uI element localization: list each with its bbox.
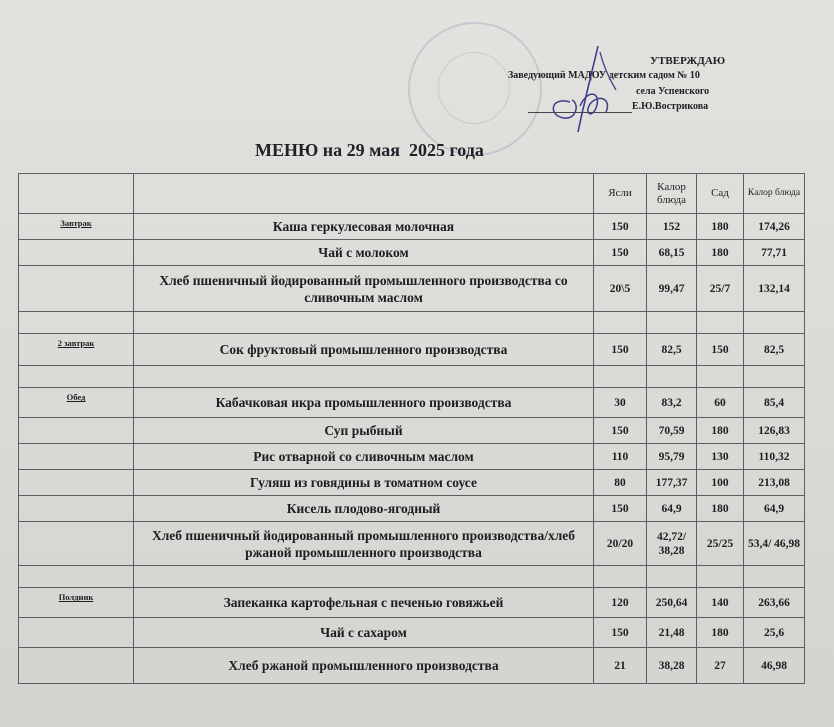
yasli-calories-cell	[647, 366, 697, 388]
sad-calories-cell: 126,83	[744, 418, 805, 444]
yasli-calories-cell: 68,15	[647, 240, 697, 266]
meal-cell	[19, 618, 134, 648]
yasli-portion-cell: 80	[594, 470, 647, 496]
dish-cell: Запеканка картофельная с печенью говяжьей	[134, 588, 594, 618]
sad-portion-cell: 150	[697, 334, 744, 366]
sad-portion-cell: 180	[697, 240, 744, 266]
sad-portion-cell: 180	[697, 496, 744, 522]
sad-calories-cell: 53,4/ 46,98	[744, 522, 805, 566]
table-row	[19, 388, 805, 418]
yasli-portion-cell	[594, 566, 647, 588]
dish-cell: Хлеб пшеничный йодированный промышленного производства/хлеб ржаной промышленного производства	[134, 522, 594, 566]
sad-portion-cell	[697, 566, 744, 588]
yasli-portion-cell: 150	[594, 496, 647, 522]
yasli-calories-cell: 177,37	[647, 470, 697, 496]
table-row	[19, 496, 805, 522]
yasli-calories-cell: 83,2	[647, 388, 697, 418]
header-calories-yasli: Калор блюда	[647, 174, 697, 214]
meal-cell	[19, 444, 134, 470]
yasli-portion-cell: 120	[594, 588, 647, 618]
meal-cell	[19, 648, 134, 684]
yasli-calories-cell: 152	[647, 214, 697, 240]
yasli-calories-cell: 64,9	[647, 496, 697, 522]
sad-portion-cell: 60	[697, 388, 744, 418]
table-row	[19, 214, 805, 240]
sad-calories-cell: 82,5	[744, 334, 805, 366]
dish-cell: Хлеб пшеничный йодированный промышленного производства со сливочным маслом	[134, 266, 594, 312]
yasli-calories-cell	[647, 312, 697, 334]
dish-cell	[134, 312, 594, 334]
sad-calories-cell	[744, 366, 805, 388]
sad-calories-cell: 64,9	[744, 496, 805, 522]
dish-cell: Чай с молоком	[134, 240, 594, 266]
meal-cell	[19, 566, 134, 588]
yasli-portion-cell: 150	[594, 214, 647, 240]
sad-calories-cell: 263,66	[744, 588, 805, 618]
yasli-portion-cell: 150	[594, 240, 647, 266]
sad-portion-cell: 140	[697, 588, 744, 618]
yasli-portion-cell: 110	[594, 444, 647, 470]
table-row	[19, 588, 805, 618]
yasli-portion-cell: 21	[594, 648, 647, 684]
meal-cell	[19, 522, 134, 566]
yasli-calories-cell: 21,48	[647, 618, 697, 648]
dish-cell: Чай с сахаром	[134, 618, 594, 648]
yasli-portion-cell	[594, 312, 647, 334]
sad-calories-cell: 85,4	[744, 388, 805, 418]
table-row	[19, 266, 805, 312]
sad-calories-cell: 25,6	[744, 618, 805, 648]
yasli-calories-cell: 70,59	[647, 418, 697, 444]
dish-cell: Каша геркулесовая молочная	[134, 214, 594, 240]
sad-portion-cell: 180	[697, 214, 744, 240]
sad-portion-cell: 100	[697, 470, 744, 496]
meal-cell	[19, 366, 134, 388]
yasli-portion-cell: 150	[594, 334, 647, 366]
sad-calories-cell: 46,98	[744, 648, 805, 684]
sad-portion-cell	[697, 366, 744, 388]
yasli-calories-cell: 250,64	[647, 588, 697, 618]
meal-cell	[19, 240, 134, 266]
approval-name: Е.Ю.Вострикова	[632, 101, 709, 112]
table-row	[19, 522, 805, 566]
dish-cell: Хлеб ржаной промышленного производства	[134, 648, 594, 684]
signature-icon	[540, 44, 620, 136]
sad-calories-cell	[744, 312, 805, 334]
table-row	[19, 566, 805, 588]
table-row	[19, 418, 805, 444]
dish-cell: Кисель плодово-ягодный	[134, 496, 594, 522]
sad-portion-cell: 180	[697, 618, 744, 648]
table-row	[19, 366, 805, 388]
table-header-row	[19, 174, 805, 214]
table-row	[19, 240, 805, 266]
sad-calories-cell	[744, 566, 805, 588]
sad-portion-cell: 25/25	[697, 522, 744, 566]
header-meal	[19, 174, 134, 214]
yasli-portion-cell: 30	[594, 388, 647, 418]
meal-cell: 2 завтрак	[19, 334, 134, 366]
yasli-portion-cell: 150	[594, 618, 647, 648]
sad-portion-cell: 25/7	[697, 266, 744, 312]
yasli-portion-cell: 150	[594, 418, 647, 444]
sad-portion-cell: 27	[697, 648, 744, 684]
meal-cell: Обед	[19, 388, 134, 418]
sad-calories-cell: 213,08	[744, 470, 805, 496]
dish-cell	[134, 566, 594, 588]
yasli-calories-cell: 42,72/ 38,28	[647, 522, 697, 566]
sad-calories-cell: 110,32	[744, 444, 805, 470]
table-row	[19, 312, 805, 334]
dish-cell	[134, 366, 594, 388]
menu-table	[18, 173, 805, 684]
table-row	[19, 470, 805, 496]
meal-cell	[19, 418, 134, 444]
meal-cell: Завтрак	[19, 214, 134, 240]
yasli-portion-cell: 20\5	[594, 266, 647, 312]
header-calories-sad: Калор блюда	[744, 174, 805, 214]
approval-village: села Успенского	[636, 86, 710, 97]
table-row	[19, 334, 805, 366]
sad-portion-cell: 180	[697, 418, 744, 444]
yasli-portion-cell	[594, 366, 647, 388]
yasli-portion-cell: 20/20	[594, 522, 647, 566]
yasli-calories-cell: 38,28	[647, 648, 697, 684]
sad-portion-cell	[697, 312, 744, 334]
dish-cell: Рис отварной со сливочным маслом	[134, 444, 594, 470]
table-row	[19, 648, 805, 684]
sad-portion-cell: 130	[697, 444, 744, 470]
header-dish	[134, 174, 594, 214]
yasli-calories-cell: 99,47	[647, 266, 697, 312]
meal-cell	[19, 312, 134, 334]
yasli-calories-cell: 95,79	[647, 444, 697, 470]
table-row	[19, 444, 805, 470]
sad-calories-cell: 77,71	[744, 240, 805, 266]
sad-calories-cell: 174,26	[744, 214, 805, 240]
approval-heading: УТВЕРЖДАЮ	[650, 55, 726, 67]
approval-position: Заведующий МАДОУ детским садом № 10	[508, 70, 700, 81]
meal-cell: Полдник	[19, 588, 134, 618]
dish-cell: Суп рыбный	[134, 418, 594, 444]
meal-cell	[19, 496, 134, 522]
meal-cell	[19, 266, 134, 312]
yasli-calories-cell	[647, 566, 697, 588]
header-yasli: Ясли	[594, 174, 647, 214]
table-row	[19, 618, 805, 648]
yasli-calories-cell: 82,5	[647, 334, 697, 366]
dish-cell: Гуляш из говядины в томатном соусе	[134, 470, 594, 496]
dish-cell: Сок фруктовый промышленного производства	[134, 334, 594, 366]
sad-calories-cell: 132,14	[744, 266, 805, 312]
dish-cell: Кабачковая икра промышленного производства	[134, 388, 594, 418]
page-title: МЕНЮ на 29 мая 2025 года	[255, 140, 484, 160]
official-stamp-center	[438, 52, 510, 124]
meal-cell	[19, 470, 134, 496]
header-sad: Сад	[697, 174, 744, 214]
